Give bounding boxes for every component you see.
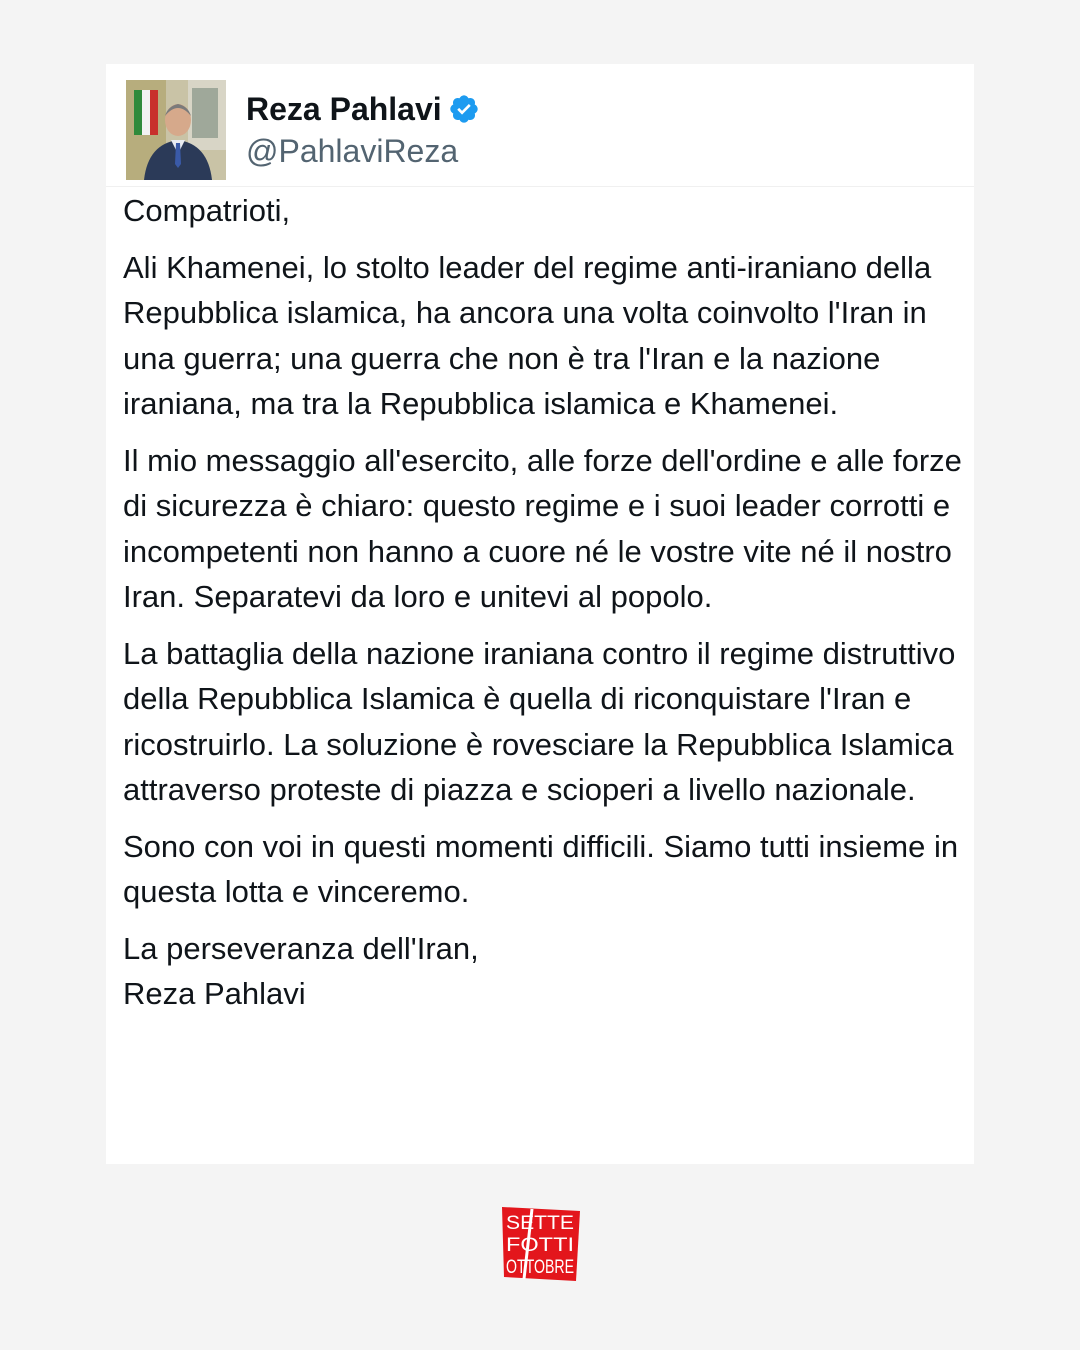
tweet-paragraph: Compatrioti, bbox=[123, 193, 291, 228]
author-avatar[interactable] bbox=[126, 80, 226, 180]
author-name-text: Reza Pahlavi bbox=[246, 91, 442, 127]
logo-line-1: SETTE bbox=[506, 1213, 574, 1234]
publisher-logo bbox=[502, 1207, 580, 1281]
tweet-paragraph: Ali Khamenei, lo stolto leader del regime anti-iraniano della Repubblica islamica, ha ancora una volta coinvolto l'Iran in una guerra; una guerra che non è tra l'Iran e la nazione iraniana, ma tra la Repubblica islamica e Khamenei. bbox=[123, 249, 932, 421]
avatar-photo-icon bbox=[126, 80, 226, 180]
tweet-header bbox=[106, 64, 974, 187]
logo-line-2: FOTTI bbox=[506, 1235, 574, 1256]
logo-line-3: OTTOBRE bbox=[506, 1257, 574, 1278]
tweet-paragraph: Sono con voi in questi momenti difficili. Siamo tutti insieme in questa lotta e vinceremo. bbox=[123, 828, 959, 909]
tweet-paragraph: La battaglia della nazione iraniana contro il regime distruttivo della Repubblica Islamica è quella di riconquistare l'Iran e ricostruirlo. La soluzione è rovesciare la Repubblica Islamica attraverso proteste di piazza e scioperi a livello nazionale. bbox=[123, 635, 956, 807]
author-display-name[interactable] bbox=[246, 90, 480, 128]
tweet-signature: La perseveranza dell'Iran, Reza Pahlavi bbox=[123, 930, 479, 1011]
sette-fotti-ottobre-logo-icon bbox=[502, 1207, 580, 1281]
tweet-paragraph: Il mio messaggio all'esercito, alle forze dell'ordine e alle forze di sicurezza è chiaro: questo regime e i suoi leader corrotti e incompetenti non hanno a cuore né le vostre vite né il nostro Iran. Separatevi da loro e unitevi al popolo. bbox=[123, 442, 962, 614]
tweet-card bbox=[106, 64, 974, 1164]
author-handle[interactable]: @PahlaviReza bbox=[246, 133, 459, 169]
tweet-text bbox=[123, 188, 963, 1028]
verified-badge-icon bbox=[448, 93, 480, 125]
